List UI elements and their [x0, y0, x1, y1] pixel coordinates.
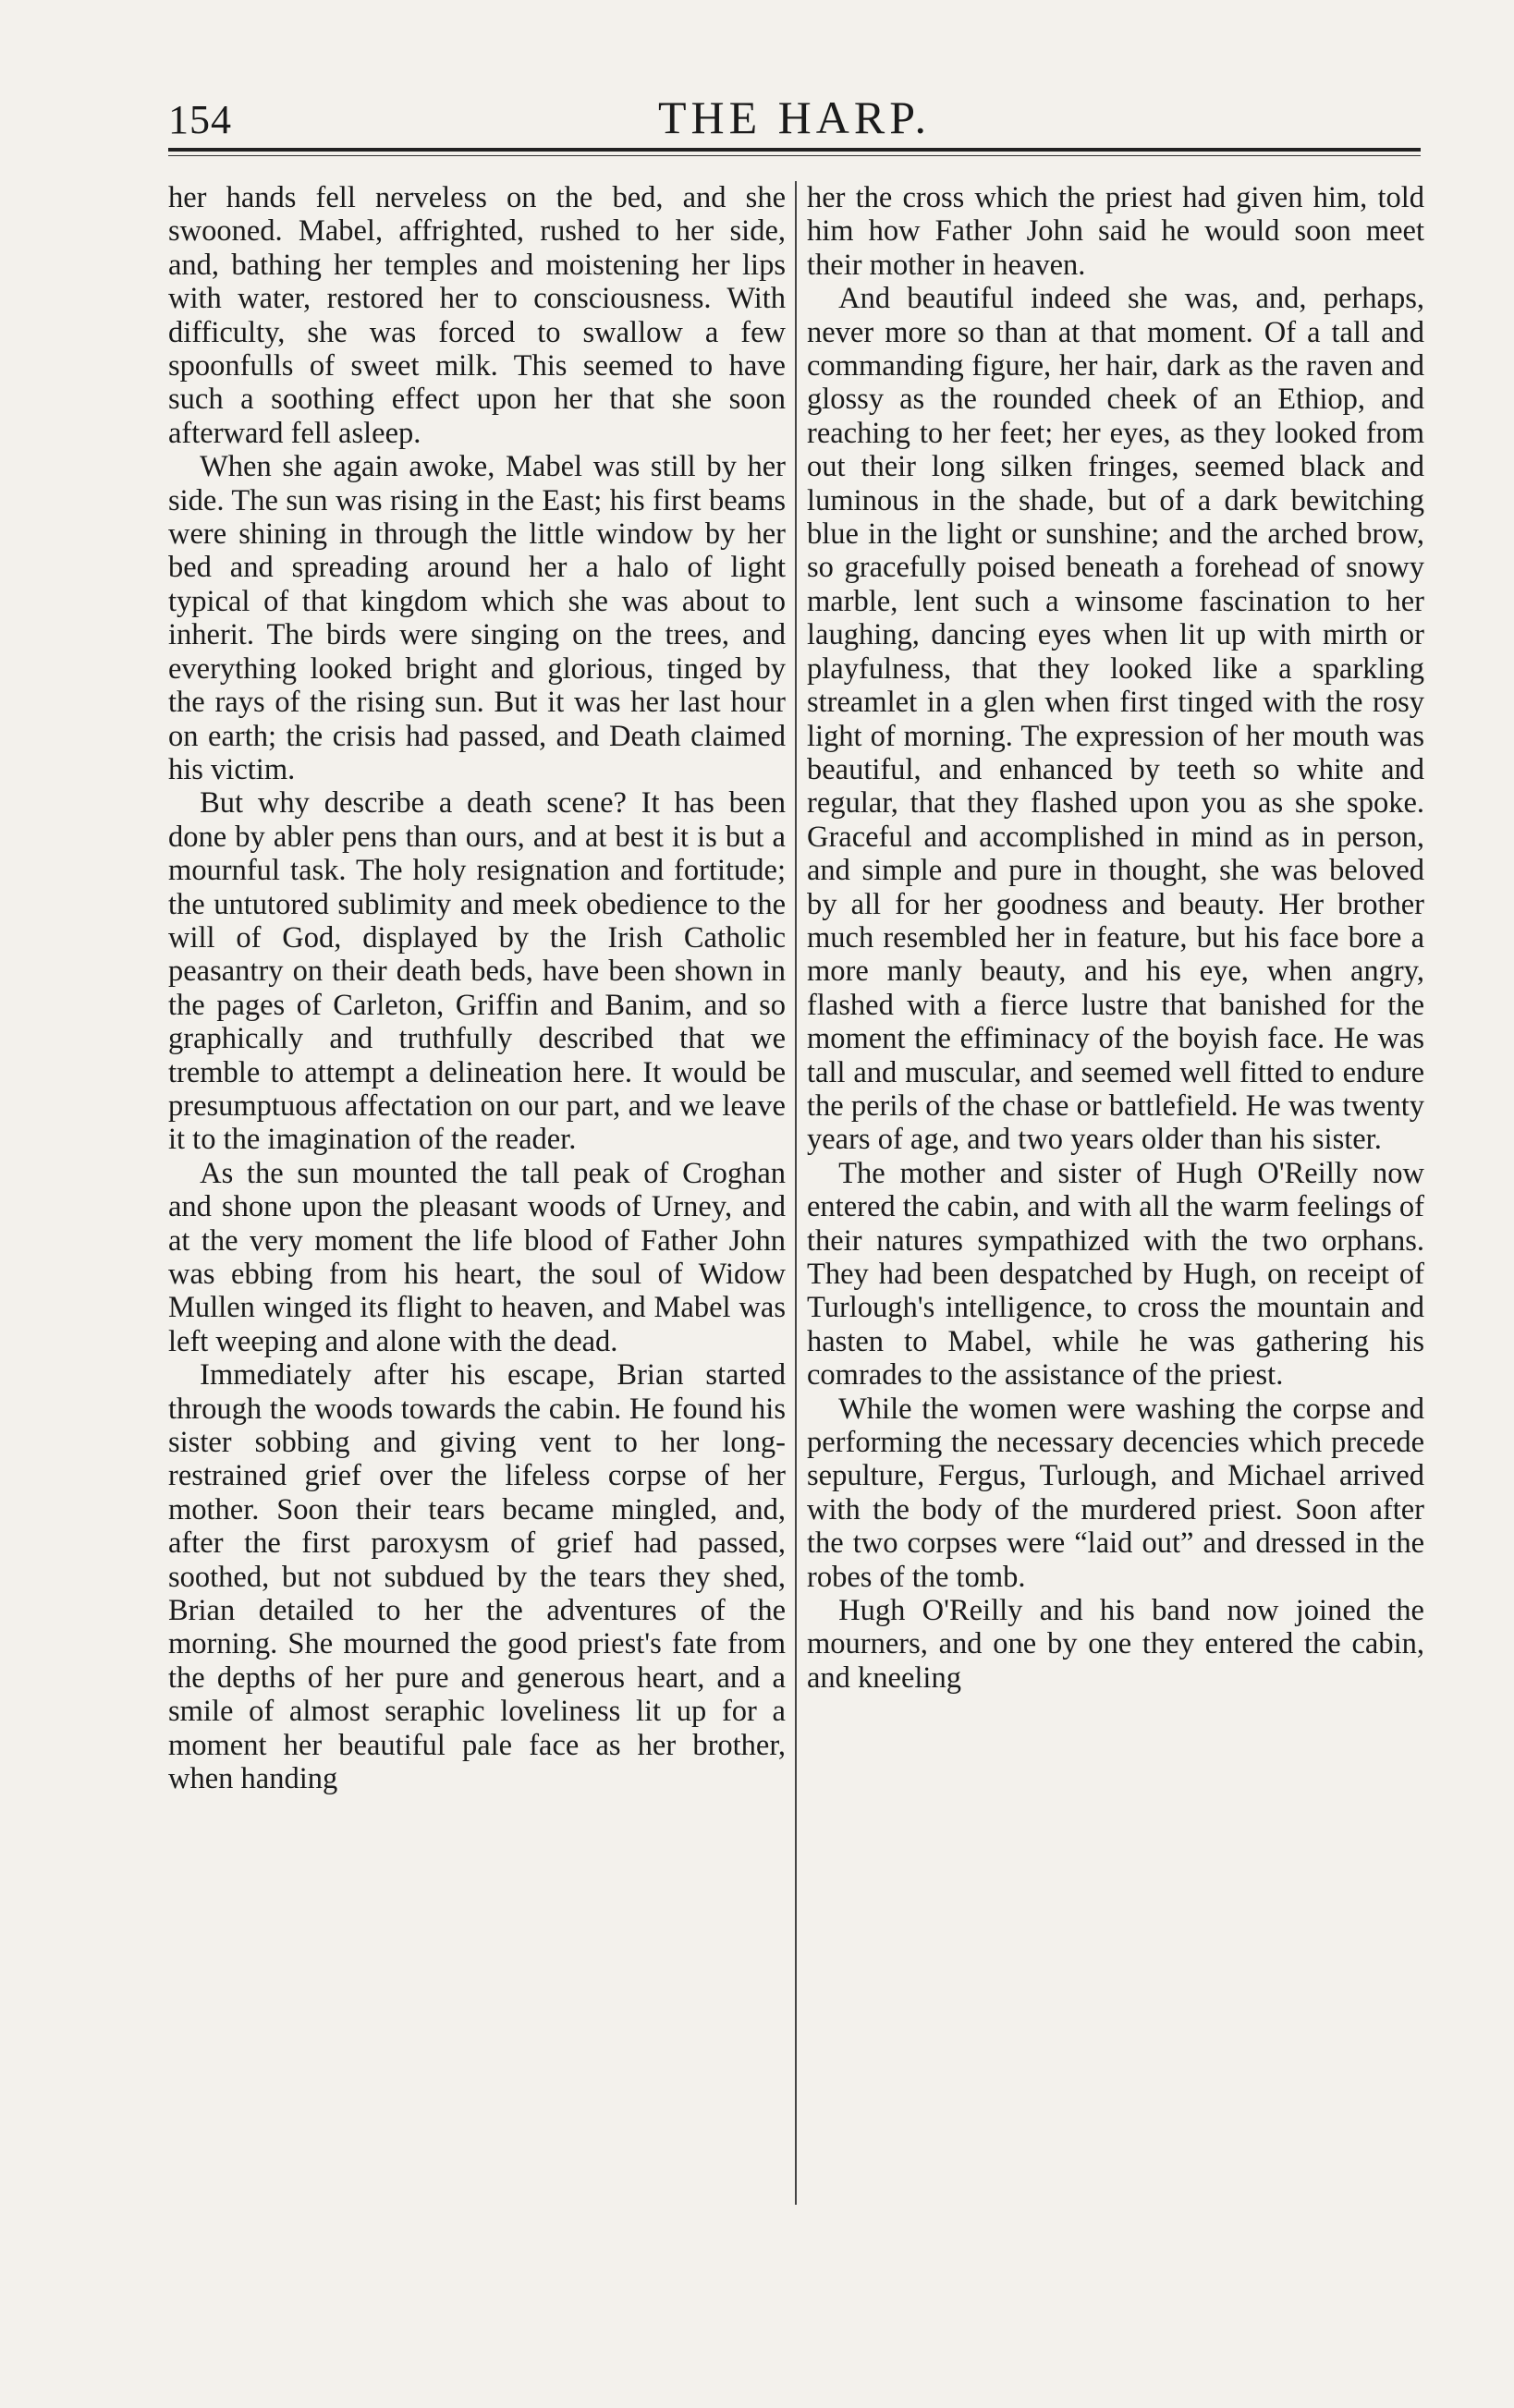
paragraph: her hands fell nerveless on the bed, and she swooned. Mabel, affrighted, rushed to her side, and, bathing her temples and moistening her lips with water, restored her to consciousness. With difficulty, she was forced to swallow a few spoonfulls of sweet milk. This seemed to have such a soothing effect upon her that she soon afterward fell asleep. — [168, 181, 786, 450]
paragraph: Immediately after his escape, Brian started through the woods towards the cabin. He found his sister sobbing and giving vent to her long-restrained grief over the lifeless corpse of her mother. Soon their tears became mingled, and, after the first paroxysm of grief had passed, soothed, but not subdued by the tears they shed, Brian detailed to her the adventures of the morning. She mourned the good priest's fate from the depths of her pure and generous heart, and a smile of almost seraphic loveliness lit up for a moment her beautiful pale face as her brother, when handing — [168, 1358, 786, 1796]
page-header — [168, 91, 1421, 155]
header-rule-thick — [168, 148, 1421, 152]
paragraph: But why describe a death scene? It has been done by abler pens than ours, and at best it is but a mournful task. The holy resignation and fortitude; the untutored sublimity and meek obedience to the will of God, displayed by the Irish Catholic peasantry on their death beds, have been shown in the pages of Carleton, Griffin and Banim, and so graphically and truthfully described that we tremble to attempt a delineation here. It would be presumptuous affectation on our part, and we leave it to the imagination of the reader. — [168, 786, 786, 1157]
paragraph: Hugh O'Reilly and his band now joined the mourners, and one by one they entered the cabin, and kneeling — [807, 1594, 1424, 1695]
column-divider — [795, 181, 797, 2205]
left-column — [168, 181, 786, 1796]
paragraph: And beautiful indeed she was, and, perhaps, never more so than at that moment. Of a tall and commanding figure, her hair, dark as the raven and glossy as the rounded cheek of an Ethiop, and reaching to her feet; her eyes, as they looked from out their long silken fringes, seemed black and luminous in the shade, but of a dark bewitching blue in the light or sunshine; and the arched brow, so gracefully poised beneath a forehead of snowy marble, lent such a winsome fascination to her laughing, dancing eyes when lit up with mirth or playfulness, that they looked like a sparkling streamlet in a glen when first tinged with the rosy light of morning. The expression of her mouth was beautiful, and enhanced by teeth so white and regular, that they flashed upon you as she spoke. Graceful and accomplished in mind as in person, and simple and pure in thought, she was beloved by all for her goodness and beauty. Her brother much resembled her in feature, but his face bore a more manly beauty, and his eye, when angry, flashed with a fierce lustre that banished for the moment the effiminacy of the boyish face. He was tall and muscular, and seemed well fitted to endure the perils of the chase or battlefield. He was twenty years of age, and two years older than his sister. — [807, 282, 1424, 1157]
header-rule-thin — [168, 155, 1421, 156]
page-number: 154 — [168, 97, 232, 142]
paragraph: her the cross which the priest had given him, told him how Father John said he would soon meet their mother in heaven. — [807, 181, 1424, 282]
running-title: THE HARP. — [657, 91, 932, 143]
paragraph: While the women were washing the corpse and performing the necessary decencies which precede sepulture, Fergus, Turlough, and Michael arrived with the body of the murdered priest. Soon after the two corpses were “laid out” and dressed in the robes of the tomb. — [807, 1392, 1424, 1594]
paragraph: The mother and sister of Hugh O'Reilly now entered the cabin, and with all the warm feelings of their natures sympathized with the two orphans. They had been despatched by Hugh, on receipt of Turlough's intelligence, to cross the mountain and hasten to Mabel, while he was gathering his comrades to the assistance of the priest. — [807, 1156, 1424, 1393]
paragraph: As the sun mounted the tall peak of Croghan and shone upon the pleasant woods of Urney, and at the very moment the life blood of Father John was ebbing from his heart, the soul of Widow Mullen winged its flight to heaven, and Mabel was left weeping and alone with the dead. — [168, 1156, 786, 1358]
right-column — [807, 181, 1424, 1695]
paragraph: When she again awoke, Mabel was still by her side. The sun was rising in the East; his first beams were shining in through the little window by her bed and spreading around her a halo of light typical of that kingdom which she was about to inherit. The birds were singing on the trees, and everything looked bright and glorious, tinged by the rays of the rising sun. But it was her last hour on earth; the crisis had passed, and Death claimed his victim. — [168, 450, 786, 786]
